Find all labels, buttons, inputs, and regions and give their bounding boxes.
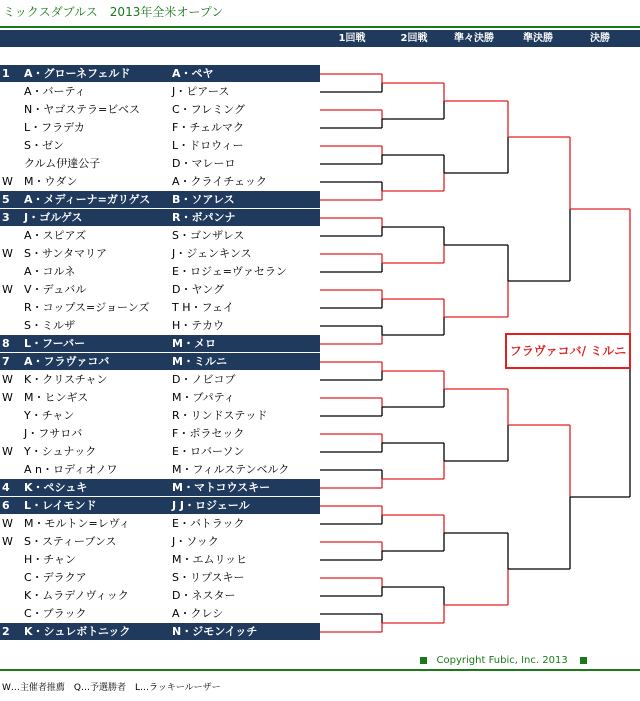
player-2: A・ペヤ xyxy=(172,67,214,80)
player-2: M・エムリッヒ xyxy=(172,553,248,566)
player-1: K・ペシュキ xyxy=(24,481,88,494)
draw-mark: W xyxy=(2,391,13,404)
champion-box: フラヴァコバ/ ミルニ xyxy=(505,333,631,369)
round-label-5: 決勝 xyxy=(590,33,610,44)
player-2: C・フレミング xyxy=(172,103,246,116)
player-2: E・バトラック xyxy=(172,517,245,530)
page-title: ミックスダブルス 2013年全米オープン xyxy=(3,5,224,19)
player-1: M・モルトン=レヴィ xyxy=(24,517,131,530)
player-1: J・フサロバ xyxy=(24,427,83,440)
player-2: M・ブパティ xyxy=(172,391,235,404)
player-1: M・ウダン xyxy=(24,175,78,188)
draw-mark: 3 xyxy=(2,211,10,224)
player-2: J J・ロジェール xyxy=(172,499,250,512)
player-2: D・マレーロ xyxy=(172,157,236,170)
player-2: F・チェルマク xyxy=(172,121,244,134)
player-2: M・フィルステンベルク xyxy=(172,463,290,476)
player-1: A・バーティ xyxy=(24,85,86,98)
player-2: J・ピアース xyxy=(172,85,230,98)
player-2: D・ネスター xyxy=(172,589,236,602)
round-label-3: 準々決勝 xyxy=(454,33,494,44)
player-2: D・ノビコブ xyxy=(172,373,236,386)
player-1: クルム伊達公子 xyxy=(24,157,101,170)
player-1: K・シュレボトニック xyxy=(24,625,131,638)
draw-mark: 5 xyxy=(2,193,10,206)
player-2: E・ロバーソン xyxy=(172,445,245,458)
player-1: C・ブラック xyxy=(24,607,87,620)
player-1: Y・チャン xyxy=(24,409,75,422)
draw-mark: 1 xyxy=(2,67,10,80)
draw-mark: W xyxy=(2,283,13,296)
player-1: S・ゼン xyxy=(24,139,64,152)
square-icon xyxy=(580,657,587,664)
round-label-2: 2回戦 xyxy=(400,33,428,44)
round-label-4: 準決勝 xyxy=(523,33,553,44)
player-2: R・リンドステッド xyxy=(172,409,268,422)
player-2: J・ソック xyxy=(172,535,219,548)
player-2: E・ロジェ=ヴァセラン xyxy=(172,265,287,278)
draw-mark: 2 xyxy=(2,625,10,638)
draw-mark: W xyxy=(2,445,13,458)
copyright xyxy=(420,655,587,666)
player-2: N・ジモンイッチ xyxy=(172,625,258,638)
footer-rule xyxy=(0,669,640,671)
player-2: F・ポラセック xyxy=(172,427,245,440)
player-2: H・テカウ xyxy=(172,319,225,332)
player-2: J・ジェンキンス xyxy=(172,247,252,260)
player-2: D・ヤング xyxy=(172,283,225,296)
square-icon xyxy=(420,657,427,664)
draw-mark: W xyxy=(2,373,13,386)
round-label-1: 1回戦 xyxy=(338,33,366,44)
player-1: R・コップス=ジョーンズ xyxy=(24,301,150,314)
player-2: M・マトコウスキー xyxy=(172,481,271,494)
player-1: K・ムラデノヴィック xyxy=(24,589,129,602)
player-1: L・フラデカ xyxy=(24,121,85,134)
player-1: Y・シュナック xyxy=(24,445,97,458)
draw-mark: 6 xyxy=(2,499,10,512)
player-1: A・スピアズ xyxy=(24,229,87,242)
player-2: S・ゴンザレス xyxy=(172,229,245,242)
player-2: L・ドロウィー xyxy=(172,139,244,152)
player-2: A・クレシ xyxy=(172,607,224,620)
player-1: S・サンタマリア xyxy=(24,247,107,260)
player-1: C・デラクア xyxy=(24,571,87,584)
player-2: B・ソアレス xyxy=(172,193,235,206)
player-1: S・ミルザ xyxy=(24,319,75,332)
player-1: V・デュバル xyxy=(24,283,87,296)
draw-mark: 7 xyxy=(2,355,10,368)
copyright-text: Copyright Fubic, Inc. 2013 xyxy=(436,655,568,666)
player-2: S・リプスキー xyxy=(172,571,245,584)
draw-mark: W xyxy=(2,517,13,530)
player-1: H・チャン xyxy=(24,553,76,566)
player-1: L・フーバー xyxy=(24,337,86,350)
player-1: A・グローネフェルド xyxy=(24,67,131,80)
draw-mark: 8 xyxy=(2,337,10,350)
player-1: N・ヤゴステラ=ビベス xyxy=(24,103,141,116)
draw-mark: W xyxy=(2,247,13,260)
player-2: T H・フェイ xyxy=(172,301,234,314)
player-1: L・レイモンド xyxy=(24,499,97,512)
player-2: M・メロ xyxy=(172,337,216,350)
player-2: A・クライチェック xyxy=(172,175,267,188)
player-2: R・ボパンナ xyxy=(172,211,236,224)
player-1: M・ヒンギス xyxy=(24,391,89,404)
draw-mark: W xyxy=(2,535,13,548)
player-1: K・クリスチャン xyxy=(24,373,108,386)
player-1: A・メディーナ=ガリゲス xyxy=(24,193,151,206)
player-1: J・ゴルゲス xyxy=(24,211,83,224)
player-1: A n・ロディオノワ xyxy=(24,463,118,476)
player-1: A・フラヴァコバ xyxy=(24,355,110,368)
player-1: S・スティーブンス xyxy=(24,535,117,548)
draw-mark: W xyxy=(2,175,13,188)
player-2: M・ミルニ xyxy=(172,355,227,368)
player-1: A・コルネ xyxy=(24,265,76,278)
draw-mark: 4 xyxy=(2,481,10,494)
legend: W…主催者推薦 Q…予選勝者 L…ラッキールーザー xyxy=(2,683,221,693)
